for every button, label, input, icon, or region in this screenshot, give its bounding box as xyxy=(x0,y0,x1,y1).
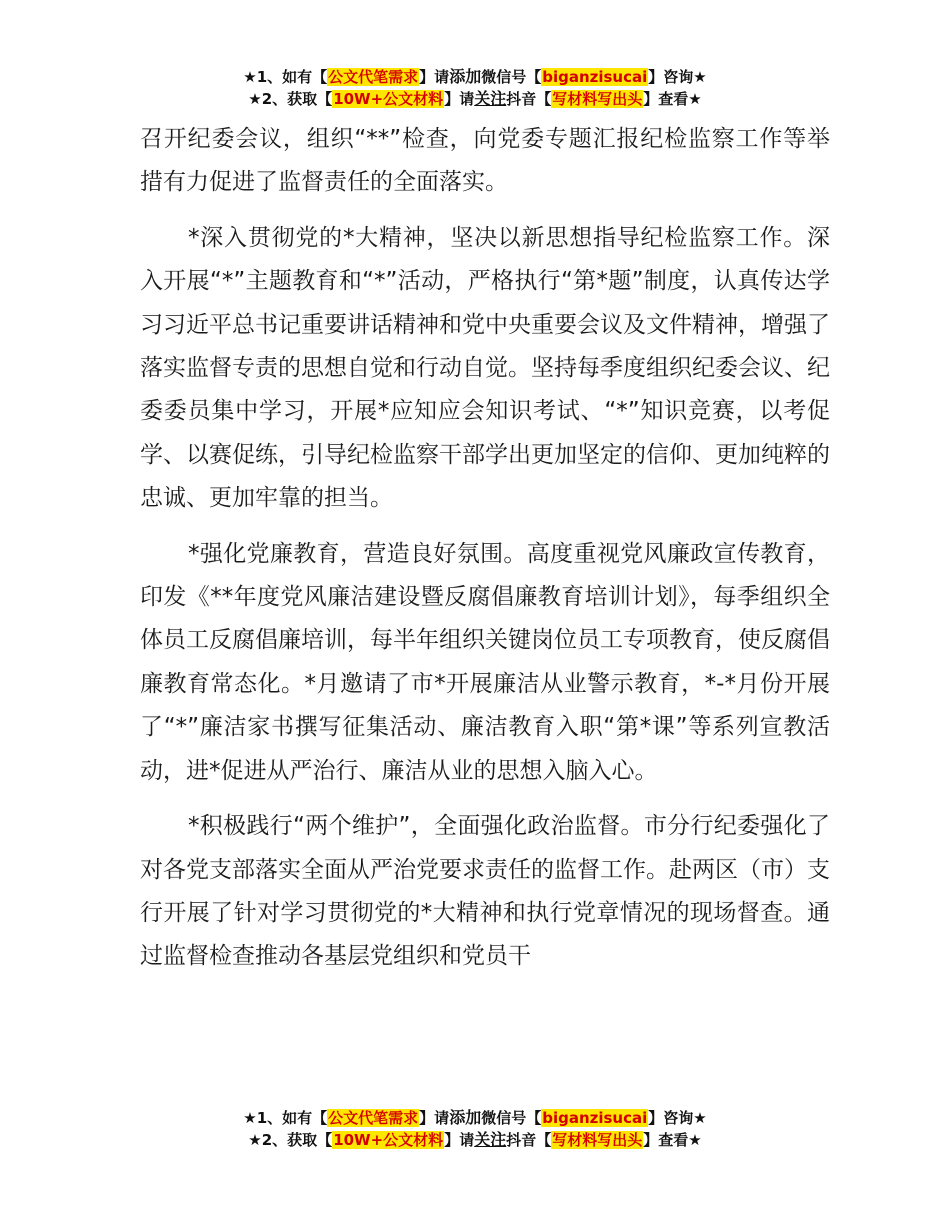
banner-text: 】查看★ xyxy=(643,90,702,108)
banner-text: 】请 xyxy=(419,68,450,86)
paragraph-continued: 召开纪委会议，组织“**”检查，向党委专题汇报纪检监察工作等举措有力促进了监督责任的全面落实。 xyxy=(140,126,830,196)
banner-text: 】请 xyxy=(444,90,475,108)
banner-line-1 xyxy=(0,1107,950,1129)
highlight-materials: 10W+公文材料 xyxy=(333,90,444,108)
banner-text: 】请 xyxy=(419,1109,450,1127)
banner-text: ★1、如有【 xyxy=(243,1109,328,1127)
document-body xyxy=(140,118,830,991)
banner-emphasis: 关注 xyxy=(474,1130,507,1149)
banner-line-1 xyxy=(0,66,950,88)
banner-text: ★2、获取【 xyxy=(248,90,333,108)
paragraph-political-supervision: *积极践行“两个维护”，全面强化政治监督。市分行纪委强化了对各党支部落实全面从严治党要求责任的监督工作。赴两区（市）支行开展了针对学习贯彻党的*大精神和执行党章情况的现场督查。通过监督检查推动各基层党组织和党员干 xyxy=(140,813,830,970)
paragraph-integrity-education: *强化党廉教育，营造良好氛围。高度重视党风廉政宣传教育，印发《**年度党风廉洁建设暨反腐倡廉教育培训计划》，每季组织全体员工反腐倡廉培训，每半年组织关键岗位员工专项教育，使反腐倡廉教育常态化。*月邀请了市*开展廉洁从业警示教育，*-*月份开展了“*”廉洁家书撰写征集活动、廉洁教育入职“第*课”等系列宣教活动，进*促进从严治行、廉洁从业的思想入脑入心。 xyxy=(140,540,830,784)
highlight-ghostwriting: 公文代笔需求 xyxy=(328,1109,419,1127)
banner-text: 】请 xyxy=(444,1131,475,1149)
highlight-douyin: 写材料写出头 xyxy=(552,1131,643,1149)
banner-text: ★1、如有【 xyxy=(243,68,328,86)
banner-text: 微信号【 xyxy=(481,68,542,86)
banner-emphasis: 关注 xyxy=(474,89,507,108)
highlight-douyin: 写材料写出头 xyxy=(552,90,643,108)
banner-text: 微信号【 xyxy=(481,1109,542,1127)
banner-text: 】咨询★ xyxy=(648,68,707,86)
banner-line-2 xyxy=(0,88,950,110)
banner-text: 抖音【 xyxy=(506,1131,552,1149)
banner-text: ★2、获取【 xyxy=(248,1131,333,1149)
header-banner xyxy=(0,66,950,110)
paragraph-study-spirit: *深入贯彻党的*大精神，坚决以新思想指导纪检监察工作。深入开展“*”主题教育和“*”活动，严格执行“第*题”制度，认真传达学习习近平总书记重要讲话精神和党中央重要会议及文件精神，增强了落实监督专责的思想自觉和行动自觉。坚持每季度组织纪委会议、纪委委员集中学习，开展*应知应会知识考试、“*”知识竞赛，以考促学、以赛促练，引导纪检监察干部学出更加坚定的信仰、更加纯粹的忠诚、更加牢靠的担当。 xyxy=(140,224,830,512)
highlight-wechat-id: biganzisucai xyxy=(542,68,648,86)
banner-text: 】咨询★ xyxy=(648,1109,707,1127)
banner-line-2 xyxy=(0,1129,950,1151)
banner-emphasis: 添加 xyxy=(449,1108,482,1127)
highlight-materials: 10W+公文材料 xyxy=(333,1131,444,1149)
highlight-wechat-id: biganzisucai xyxy=(542,1109,648,1127)
banner-text: 】查看★ xyxy=(643,1131,702,1149)
banner-text: 抖音【 xyxy=(506,90,552,108)
banner-emphasis: 添加 xyxy=(449,67,482,86)
highlight-ghostwriting: 公文代笔需求 xyxy=(328,68,419,86)
footer-banner xyxy=(0,1107,950,1151)
